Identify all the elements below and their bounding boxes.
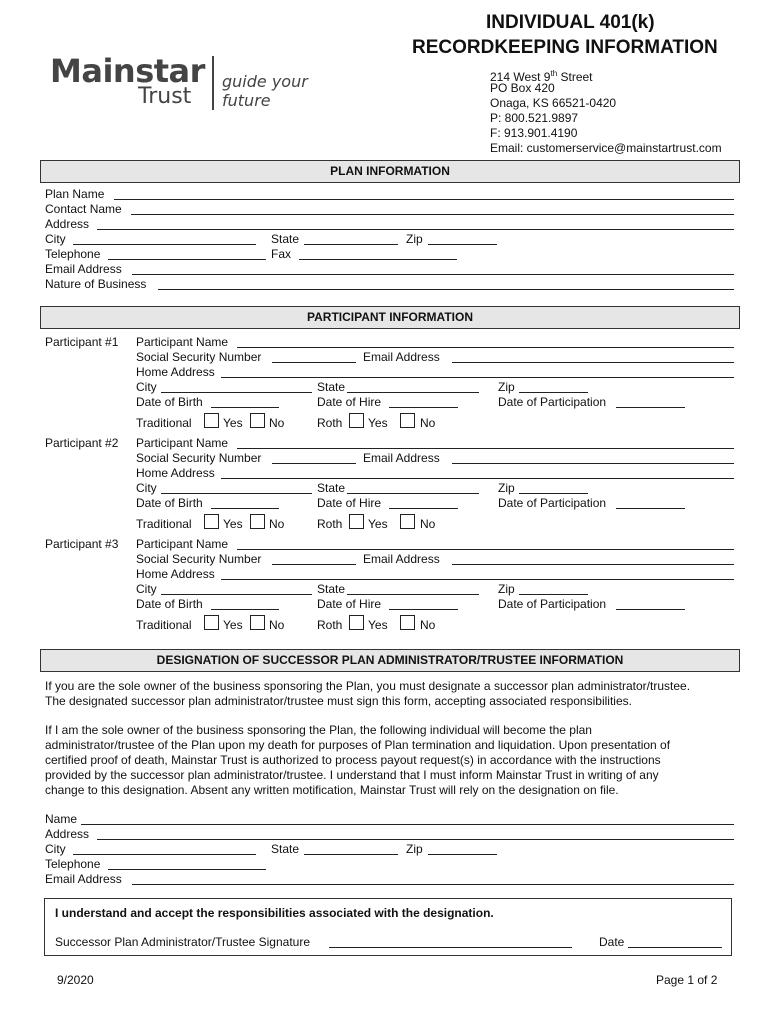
successor-zip-label: Zip bbox=[406, 842, 423, 856]
participant-2-roth-yes-checkbox[interactable] bbox=[349, 514, 364, 529]
participant-2-zip-label: Zip bbox=[498, 481, 515, 495]
participant-1-email-label: Email Address bbox=[363, 350, 440, 364]
para1-line2: The designated successor plan administrator/trustee must sign this form, accepting associated responsibilities. bbox=[45, 694, 632, 708]
para2-line5: change to this designation. Absent any written motification, Mainstar Trust will rely on the designation on file. bbox=[45, 783, 619, 797]
plan-info-heading: PLAN INFORMATION bbox=[40, 160, 740, 183]
participant-1-state-label: State bbox=[317, 380, 346, 394]
successor-telephone-label: Telephone bbox=[45, 857, 101, 871]
participant-3-traditional-no-label: No bbox=[269, 618, 285, 632]
participant-3-label: Participant #3 bbox=[45, 537, 119, 551]
participant-2-dob-field[interactable] bbox=[211, 508, 279, 509]
participant-1-label: Participant #1 bbox=[45, 335, 119, 349]
successor-city-label: City bbox=[45, 842, 66, 856]
para2-line2: administrator/trustee of the Plan upon my death for purposes of Plan termination and liquidation. Upon presentation of bbox=[45, 738, 671, 752]
participant-2-dop-label: Date of Participation bbox=[498, 496, 607, 510]
participant-2-email-label: Email Address bbox=[363, 451, 440, 465]
acceptance-statement: I understand and accept the responsibilities associated with the designation. bbox=[55, 906, 494, 920]
participant-2-doh-label: Date of Hire bbox=[317, 496, 382, 510]
signature-date-label: Date bbox=[599, 935, 625, 949]
participant-1-home-address-label: Home Address bbox=[136, 365, 215, 379]
participant-3-dob-label: Date of Birth bbox=[136, 597, 203, 611]
participant-1-dob-field[interactable] bbox=[211, 407, 279, 408]
participant-3-dob-field[interactable] bbox=[211, 609, 279, 610]
participant-1-name-field[interactable] bbox=[237, 347, 734, 348]
plan-state-field[interactable] bbox=[304, 244, 398, 245]
company-fax: F: 913.901.4190 bbox=[490, 126, 578, 140]
participant-2-traditional-yes-checkbox[interactable] bbox=[204, 514, 219, 529]
participant-3-traditional-label: Traditional bbox=[136, 618, 192, 632]
logo-tagline: guide your future bbox=[222, 72, 308, 110]
plan-email-field[interactable] bbox=[132, 274, 734, 275]
company-email: Email: customerservice@mainstartrust.com bbox=[490, 141, 722, 155]
participant-3-dop-field[interactable] bbox=[616, 609, 685, 610]
participant-3-name-label: Participant Name bbox=[136, 537, 229, 551]
participant-3-doh-label: Date of Hire bbox=[317, 597, 382, 611]
successor-state-label: State bbox=[271, 842, 300, 856]
participant-1-traditional-yes-label: Yes bbox=[223, 416, 243, 430]
participant-1-roth-no-label: No bbox=[420, 416, 436, 430]
participant-1-name-label: Participant Name bbox=[136, 335, 229, 349]
participant-1-traditional-no-label: No bbox=[269, 416, 285, 430]
participant-1-email-field[interactable] bbox=[452, 362, 734, 363]
signature-box bbox=[44, 898, 732, 956]
participant-2-city-label: City bbox=[136, 481, 157, 495]
successor-zip-field[interactable] bbox=[428, 854, 497, 855]
participant-1-roth-yes-label: Yes bbox=[368, 416, 388, 430]
participant-3-state-label: State bbox=[317, 582, 346, 596]
company-city: Onaga, KS 66521-0420 bbox=[490, 96, 617, 110]
participant-2-home-address-field[interactable] bbox=[221, 478, 734, 479]
participant-3-email-field[interactable] bbox=[452, 564, 734, 565]
plan-telephone-field[interactable] bbox=[108, 259, 266, 260]
signature-label: Successor Plan Administrator/Trustee Signature bbox=[55, 935, 311, 949]
participant-1-doh-label: Date of Hire bbox=[317, 395, 382, 409]
participant-3-name-field[interactable] bbox=[237, 549, 734, 550]
para1-line1: If you are the sole owner of the business sponsoring the Plan, you must designate a successor plan administrator/trustee. bbox=[45, 679, 691, 693]
participant-3-zip-label: Zip bbox=[498, 582, 515, 596]
successor-name-field[interactable] bbox=[81, 824, 734, 825]
successor-telephone-field[interactable] bbox=[108, 869, 266, 870]
plan-address-field[interactable] bbox=[97, 229, 734, 230]
company-pobox: PO Box 420 bbox=[490, 81, 555, 95]
participant-1-roth-label: Roth bbox=[317, 416, 343, 430]
participant-3-dop-label: Date of Participation bbox=[498, 597, 607, 611]
participant-3-state-field[interactable] bbox=[347, 594, 479, 595]
signature-date-field[interactable] bbox=[628, 947, 722, 948]
participant-2-city-field[interactable] bbox=[161, 493, 312, 494]
participant-2-ssn-label: Social Security Number bbox=[136, 451, 262, 465]
participant-2-state-field[interactable] bbox=[347, 493, 479, 494]
participant-1-city-field[interactable] bbox=[161, 392, 312, 393]
company-phone: P: 800.521.9897 bbox=[490, 111, 579, 125]
participant-2-dob-label: Date of Birth bbox=[136, 496, 203, 510]
street-sup: th bbox=[550, 69, 558, 78]
participant-2-traditional-no-checkbox[interactable] bbox=[250, 514, 265, 529]
participant-2-name-field[interactable] bbox=[237, 448, 734, 449]
participant-3-traditional-yes-checkbox[interactable] bbox=[204, 615, 219, 630]
street-tail: Street bbox=[557, 70, 593, 84]
para2-line4: provided by the successor plan administrator/trustee. I understand that I must inform Mainstar Trust in writing of any bbox=[45, 768, 659, 782]
form-title-line1: INDIVIDUAL 401(k) bbox=[486, 12, 655, 33]
participant-3-traditional-yes-label: Yes bbox=[223, 618, 243, 632]
plan-address-label: Address bbox=[45, 217, 90, 231]
logo-divider bbox=[212, 56, 214, 110]
successor-city-field[interactable] bbox=[73, 854, 256, 855]
plan-fax-field[interactable] bbox=[299, 259, 457, 260]
page-number: Page 1 of 2 bbox=[656, 973, 718, 987]
participant-3-home-address-label: Home Address bbox=[136, 567, 215, 581]
participant-2-label: Participant #2 bbox=[45, 436, 119, 450]
nature-of-business-field[interactable] bbox=[158, 289, 734, 290]
participant-1-zip-label: Zip bbox=[498, 380, 515, 394]
form-version: 9/2020 bbox=[57, 973, 94, 987]
participant-3-roth-label: Roth bbox=[317, 618, 343, 632]
participant-2-traditional-no-label: No bbox=[269, 517, 285, 531]
participant-3-roth-no-checkbox[interactable] bbox=[400, 615, 415, 630]
participant-1-dop-label: Date of Participation bbox=[498, 395, 607, 409]
participant-2-roth-no-checkbox[interactable] bbox=[400, 514, 415, 529]
plan-name-label: Plan Name bbox=[45, 187, 105, 201]
plan-state-label: State bbox=[271, 232, 300, 246]
participant-1-doh-field[interactable] bbox=[389, 407, 458, 408]
participant-1-roth-yes-checkbox[interactable] bbox=[349, 413, 364, 428]
street-text: 214 West 9 bbox=[490, 70, 551, 84]
participant-3-traditional-no-checkbox[interactable] bbox=[250, 615, 265, 630]
participant-2-email-field[interactable] bbox=[452, 463, 734, 464]
plan-zip-label: Zip bbox=[406, 232, 423, 246]
successor-address-field[interactable] bbox=[97, 839, 734, 840]
plan-city-field[interactable] bbox=[73, 244, 256, 245]
participant-3-email-label: Email Address bbox=[363, 552, 440, 566]
participant-1-dop-field[interactable] bbox=[616, 407, 685, 408]
participant-3-home-address-field[interactable] bbox=[221, 579, 734, 580]
participant-1-ssn-label: Social Security Number bbox=[136, 350, 262, 364]
participant-3-zip-field[interactable] bbox=[519, 594, 588, 595]
nature-of-business-label: Nature of Business bbox=[45, 277, 147, 291]
participant-2-state-label: State bbox=[317, 481, 346, 495]
participant-2-traditional-label: Traditional bbox=[136, 517, 192, 531]
form-title-line2: RECORDKEEPING INFORMATION bbox=[412, 37, 718, 58]
participant-2-home-address-label: Home Address bbox=[136, 466, 215, 480]
mainstar-logo bbox=[50, 52, 360, 112]
plan-email-label: Email Address bbox=[45, 262, 122, 276]
successor-email-label: Email Address bbox=[45, 872, 122, 886]
participant-1-traditional-label: Traditional bbox=[136, 416, 192, 430]
participant-1-state-field[interactable] bbox=[347, 392, 479, 393]
signature-field[interactable] bbox=[329, 947, 572, 948]
plan-name-field[interactable] bbox=[114, 199, 734, 200]
contact-name-field[interactable] bbox=[131, 214, 734, 215]
designation-heading: DESIGNATION OF SUCCESSOR PLAN ADMINISTRATOR/TRUSTEE INFORMATION bbox=[40, 649, 740, 672]
participant-info-heading: PARTICIPANT INFORMATION bbox=[40, 306, 740, 329]
participant-2-zip-field[interactable] bbox=[519, 493, 588, 494]
contact-name-label: Contact Name bbox=[45, 202, 122, 216]
para2-line1: If I am the sole owner of the business sponsoring the Plan, the following individual will become the plan bbox=[45, 723, 592, 737]
participant-2-dop-field[interactable] bbox=[616, 508, 685, 509]
participant-2-roth-yes-label: Yes bbox=[368, 517, 388, 531]
plan-zip-field[interactable] bbox=[428, 244, 497, 245]
successor-name-label: Name bbox=[45, 812, 78, 826]
logo-name: Mainstar bbox=[50, 52, 205, 90]
sole-owner-instructions bbox=[45, 679, 740, 709]
participant-2-name-label: Participant Name bbox=[136, 436, 229, 450]
participant-1-city-label: City bbox=[136, 380, 157, 394]
participant-1-traditional-no-checkbox[interactable] bbox=[250, 413, 265, 428]
plan-fax-label: Fax bbox=[271, 247, 292, 261]
participant-2-roth-label: Roth bbox=[317, 517, 343, 531]
participant-2-roth-no-label: No bbox=[420, 517, 436, 531]
participant-3-doh-field[interactable] bbox=[389, 609, 458, 610]
participant-1-traditional-yes-checkbox[interactable] bbox=[204, 413, 219, 428]
participant-3-roth-no-label: No bbox=[420, 618, 436, 632]
successor-email-field[interactable] bbox=[132, 884, 734, 885]
participant-2-doh-field[interactable] bbox=[389, 508, 458, 509]
participant-1-zip-field[interactable] bbox=[519, 392, 588, 393]
participant-3-ssn-label: Social Security Number bbox=[136, 552, 262, 566]
successor-address-label: Address bbox=[45, 827, 90, 841]
participant-3-city-label: City bbox=[136, 582, 157, 596]
designation-statement bbox=[45, 723, 740, 798]
participant-1-dob-label: Date of Birth bbox=[136, 395, 203, 409]
participant-3-roth-yes-checkbox[interactable] bbox=[349, 615, 364, 630]
plan-city-label: City bbox=[45, 232, 66, 246]
participant-3-roth-yes-label: Yes bbox=[368, 618, 388, 632]
para2-line3: certified proof of death, Mainstar Trust is authorized to process payout request(s) in accordance with the instructions bbox=[45, 753, 661, 767]
participant-1-roth-no-checkbox[interactable] bbox=[400, 413, 415, 428]
logo-sub: Trust bbox=[138, 84, 192, 109]
participant-2-ssn-field[interactable] bbox=[272, 463, 356, 464]
participant-3-city-field[interactable] bbox=[161, 594, 312, 595]
participant-3-ssn-field[interactable] bbox=[272, 564, 356, 565]
participant-1-home-address-field[interactable] bbox=[221, 377, 734, 378]
successor-state-field[interactable] bbox=[304, 854, 398, 855]
plan-telephone-label: Telephone bbox=[45, 247, 101, 261]
participant-1-ssn-field[interactable] bbox=[272, 362, 356, 363]
participant-2-traditional-yes-label: Yes bbox=[223, 517, 243, 531]
